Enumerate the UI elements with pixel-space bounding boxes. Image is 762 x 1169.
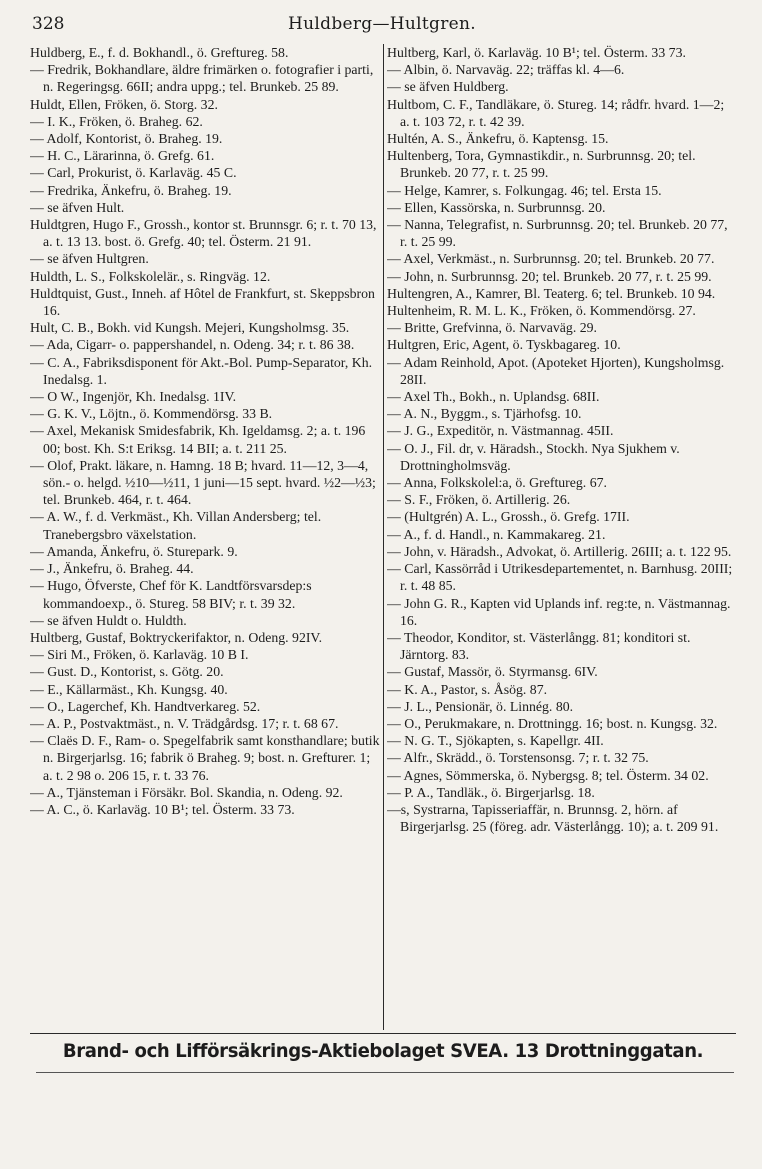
directory-entry: — Olof, Prakt. läkare, n. Hamng. 18 B; hvard. 11—12, 3—4, sön.- o. helgd. ½10—½11, 1 juni—15 sept. hvard. ½2—½3; tel. Brunkeb. 464, r. t. 464.: [30, 457, 376, 508]
directory-entry: — (Hultgrén) A. L., Grossh., ö. Grefg. 17II.: [387, 509, 630, 525]
directory-entry: — A. P., Postvaktmäst., n. V. Trädgårdsg. 17; r. t. 68 67.: [30, 715, 339, 731]
directory-entry: — J. L., Pensionär, ö. Linnég. 80.: [387, 698, 574, 714]
directory-entry: Hultenheim, R. M. L. K., Fröken, ö. Kommendörsg. 27.: [387, 303, 696, 319]
directory-entry: — Fredrika, Änkefru, ö. Braheg. 19.: [30, 182, 232, 198]
directory-entry: — G. K. V., Löjtn., ö. Kommendörsg. 33 B.: [30, 406, 273, 422]
directory-entry: Huldtgren, Hugo F., Grossh., kontor st. Brunnsgr. 6; r. t. 70 13, a. t. 13 13. bost. ö. Grefg. 40; tel. Österm. 21 91.: [30, 217, 377, 250]
directory-entry: Huldt, Ellen, Fröken, ö. Storg. 32.: [30, 96, 218, 112]
directory-entry: — S. F., Fröken, ö. Artillerig. 26.: [387, 492, 571, 508]
running-head: Huldberg—Hultgren.: [288, 14, 476, 34]
directory-entry: — Theodor, Konditor, st. Västerlångg. 81; konditori st. Järntorg. 83.: [387, 629, 691, 663]
page-header: [32, 14, 732, 38]
footer-advertisement: Brand- och Lifförsäkrings-Aktiebolaget SVEA. 13 Drottninggatan.: [62, 1040, 704, 1062]
directory-entry: — N. G. T., Sjökapten, s. Kapellgr. 4II.: [387, 733, 604, 749]
directory-entry: — John, v. Häradsh., Advokat, ö. Artillerig. 26III; a. t. 122 95.: [387, 543, 732, 559]
directory-entry: — O W., Ingenjör, Kh. Inedalsg. 1IV.: [30, 389, 237, 405]
directory-entry: — Fredrik, Bokhandlare, äldre frimärken o. fotografier i parti, n. Regeringsg. 66II; andra uppg.; tel. Brunkeb. 25 89.: [30, 62, 374, 95]
directory-entry: — A. N., Byggm., s. Tjärhofsg. 10.: [387, 406, 582, 422]
directory-entry: — A., Tjänsteman i Försäkr. Bol. Skandia, n. Odeng. 92.: [30, 784, 343, 800]
directory-entry: —s, Systrarna, Tapisseriaffär, n. Brunnsg. 2, hörn. af Birgerjarlsg. 25 (föreg. adr. Västerlångg. 10); a. t. 209 91.: [387, 801, 719, 835]
directory-entry: — E., Källarmäst., Kh. Kungsg. 40.: [30, 681, 228, 697]
directory-entry: — Ada, Cigarr- o. pappershandel, n. Odeng. 34; r. t. 86 38.: [30, 337, 355, 353]
directory-entry: Hultbom, C. F., Tandläkare, ö. Stureg. 14; rådfr. hvard. 1—2; a. t. 103 72, r. t. 42 39.: [387, 96, 725, 129]
directory-entry: Hult, C. B., Bokh. vid Kungsh. Mejeri, Kungsholmsg. 35.: [30, 320, 350, 336]
directory-entry: — O., Lagerchef, Kh. Handtverkareg. 52.: [30, 698, 261, 714]
directory-entry: — Gustaf, Massör, ö. Styrmansg. 6IV.: [387, 664, 598, 680]
directory-entry: Huldtquist, Gust., Inneh. af Hôtel de Frankfurt, st. Skeppsbron 16.: [30, 285, 375, 319]
directory-entry: — I. K., Fröken, ö. Braheg. 62.: [30, 113, 203, 129]
page-number: 328: [32, 14, 65, 34]
footer-bar: [36, 1072, 734, 1073]
directory-entry: Hultberg, Karl, ö. Karlaväg. 10 B¹; tel. Österm. 33 73.: [387, 45, 686, 60]
directory-entry: — Agnes, Sömmerska, ö. Nybergsg. 8; tel. Österm. 34 02.: [387, 767, 709, 783]
directory-entry: Hultgren, Eric, Agent, ö. Tyskbagareg. 10.: [387, 337, 621, 353]
directory-entry: Huldberg, E., f. d. Bokhandl., ö. Greftureg. 58.: [30, 45, 289, 60]
directory-entry: Hultenberg, Tora, Gymnastikdir., n. Surbrunnsg. 20; tel. Brunkeb. 20 77, r. t. 25 99.: [387, 148, 696, 181]
directory-entry: — Anna, Folkskolel:a, ö. Greftureg. 67.: [387, 475, 607, 491]
directory-entry: — Axel Th., Bokh., n. Uplandsg. 68II.: [387, 389, 600, 405]
directory-entry: — A. W., f. d. Verkmäst., Kh. Villan Andersberg; tel. Tranebergsbro växelstation.: [30, 509, 322, 542]
directory-entry: — O., Perukmakare, n. Drottningg. 16; bost. n. Kungsg. 32.: [387, 715, 718, 731]
directory-entry: — se äfven Huldberg.: [387, 79, 509, 95]
directory-entry: — J., Änkefru, ö. Braheg. 44.: [30, 561, 194, 577]
directory-entry: — Adolf, Kontorist, ö. Braheg. 19.: [30, 131, 223, 147]
directory-entry: — se äfven Hultgren.: [30, 251, 149, 267]
directory-entry: — O. J., Fil. dr, v. Häradsh., Stockh. Nya Sjukhem v. Drottningholmsväg.: [387, 440, 680, 473]
directory-entry: Hultén, A. S., Änkefru, ö. Kaptensg. 15.: [387, 131, 609, 147]
directory-entry: — Siri M., Fröken, ö. Karlaväg. 10 B I.: [30, 647, 249, 663]
directory-entry: — Hugo, Öfverste, Chef för K. Landtförsvarsdep:s kommandoexp., ö. Stureg. 58 BIV; r. t. 39 32.: [30, 578, 312, 611]
directory-entry: — se äfven Huldt o. Huldth.: [30, 612, 187, 628]
directory-entry: — A. C., ö. Karlaväg. 10 B¹; tel. Österm. 33 73.: [30, 801, 295, 817]
footer-rule: [30, 1033, 736, 1034]
directory-entry: — P. A., Tandläk., ö. Birgerjarlsg. 18.: [387, 784, 595, 800]
column-divider: [383, 44, 384, 1030]
directory-entry: — Amanda, Änkefru, ö. Sturepark. 9.: [30, 543, 238, 559]
left-column: [30, 44, 380, 818]
directory-entry: — J. G., Expeditör, n. Västmannag. 45II.: [387, 423, 614, 439]
directory-entry: — Gust. D., Kontorist, s. Götg. 20.: [30, 664, 224, 680]
directory-entry: — Adam Reinhold, Apot. (Apoteket Hjorten), Kungsholmsg. 28II.: [387, 354, 725, 387]
directory-entry: — Nanna, Telegrafist, n. Surbrunnsg. 20; tel. Brunkeb. 20 77, r. t. 25 99.: [387, 217, 728, 250]
directory-entry: — Ellen, Kassörska, n. Surbrunnsg. 20.: [387, 199, 606, 215]
directory-entry: — C. A., Fabriksdisponent för Akt.-Bol. Pump-Separator, Kh. Inedalsg. 1.: [30, 354, 373, 387]
directory-entry: — se äfven Hult.: [30, 199, 125, 215]
directory-entry: — Claës D. F., Ram- o. Spegelfabrik samt konsthandlare; butik n. Birgerjarlsg. 16; fabrik ö Braheg. 9; bost. n. Grefturег. 1; a. t. 2 98 o. 206 15, r. t. 33 76.: [30, 733, 380, 783]
directory-entry: — Carl, Kassörråd i Utrikesdepartementet, n. Barnhusg. 20III; r. t. 48 85.: [387, 561, 733, 594]
directory-entry: — A., f. d. Handl., n. Kammakareg. 21.: [387, 526, 606, 542]
directory-entry: — Britte, Grefvinna, ö. Narvaväg. 29.: [387, 320, 597, 336]
directory-entry: Huldth, L. S., Folkskolelär., s. Ringväg. 12.: [30, 268, 271, 284]
directory-entry: — Albin, ö. Narvaväg. 22; träffas kl. 4—6.: [387, 62, 625, 78]
directory-entry: — Axel, Mekanisk Smidesfabrik, Kh. Igeldamsg. 2; a. t. 196 00; bost. Kh. S:t Eriksg. 14 BII; a. t. 211 25.: [30, 423, 366, 456]
directory-entry: Hultengren, A., Kamrer, Bl. Teaterg. 6; tel. Brunkeb. 10 94.: [387, 285, 716, 301]
directory-entry: — K. A., Pastor, s. Åsög. 87.: [387, 681, 548, 697]
directory-entry: — H. C., Lärarinna, ö. Grefg. 61.: [30, 148, 215, 164]
directory-entry: — John G. R., Kapten vid Uplands inf. reg:te, n. Västmannag. 16.: [387, 595, 731, 628]
directory-entry: — Alfr., Skrädd., ö. Torstensonsg. 7; r. t. 32 75.: [387, 750, 649, 766]
directory-entry: — Axel, Verkmäst., n. Surbrunnsg. 20; tel. Brunkeb. 20 77.: [387, 251, 715, 267]
directory-entry: — Helge, Kamrer, s. Folkungag. 46; tel. Ersta 15.: [387, 182, 662, 198]
directory-entry: Hultberg, Gustaf, Boktryckerifaktor, n. Odeng. 92IV.: [30, 629, 323, 645]
directory-entry: — John, n. Surbrunnsg. 20; tel. Brunkeb. 20 77, r. t. 25 99.: [387, 268, 712, 284]
right-column: [387, 44, 736, 835]
directory-entry: — Carl, Prokurist, ö. Karlaväg. 45 C.: [30, 165, 237, 181]
